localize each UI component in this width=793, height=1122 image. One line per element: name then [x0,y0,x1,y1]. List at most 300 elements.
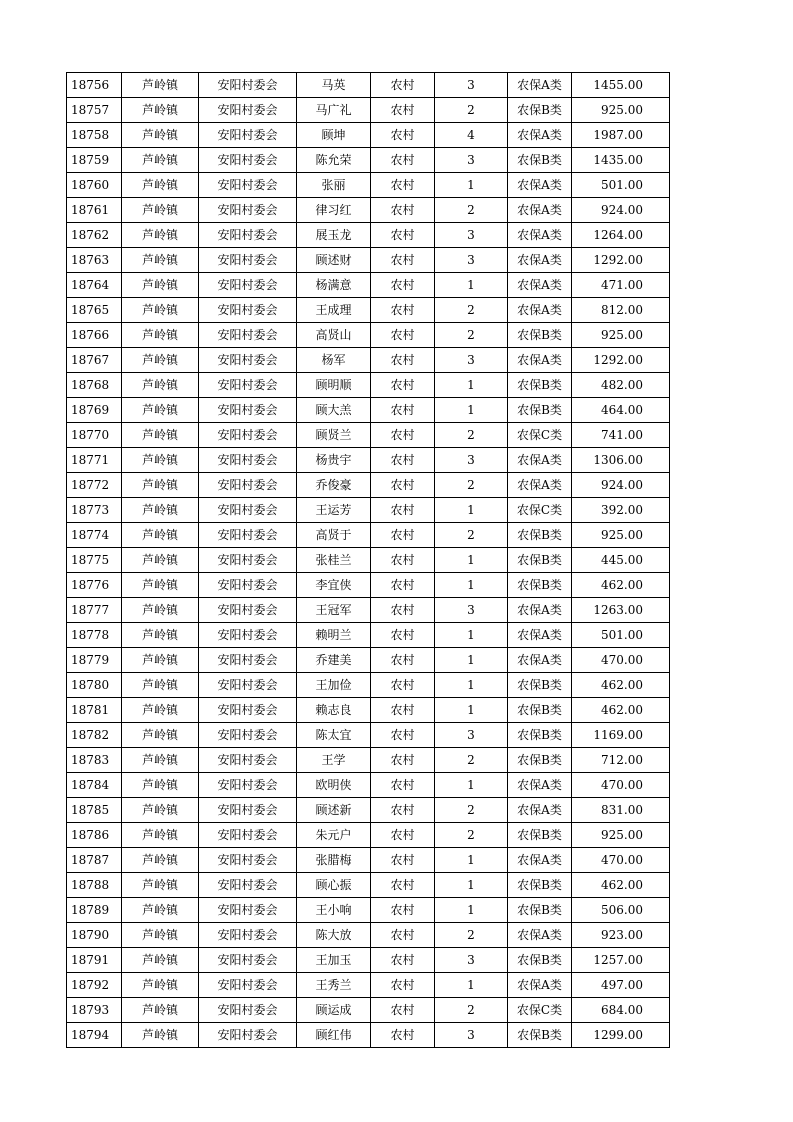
insurance-category-cell: 农保A类 [508,123,572,148]
household-type-cell: 农村 [371,898,435,923]
town-cell: 芦岭镇 [122,173,199,198]
name-cell: 顾心振 [297,873,371,898]
name-cell: 顾红伟 [297,1023,371,1048]
amount-cell: 1264.00 [572,223,670,248]
name-cell: 王加玉 [297,948,371,973]
record-id-cell: 18784 [67,773,122,798]
town-cell: 芦岭镇 [122,473,199,498]
member-count-cell: 2 [435,298,508,323]
name-cell: 顾明顺 [297,373,371,398]
member-count-cell: 3 [435,348,508,373]
member-count-cell: 3 [435,148,508,173]
table-row [67,948,670,973]
town-cell: 芦岭镇 [122,998,199,1023]
town-cell: 芦岭镇 [122,123,199,148]
member-count-cell: 1 [435,373,508,398]
amount-cell: 464.00 [572,398,670,423]
village-committee-cell: 安阳村委会 [199,323,297,348]
member-count-cell: 3 [435,948,508,973]
name-cell: 高贤山 [297,323,371,348]
insurance-category-cell: 农保B类 [508,573,572,598]
insurance-category-cell: 农保A类 [508,298,572,323]
household-type-cell: 农村 [371,748,435,773]
table-row [67,698,670,723]
table-row [67,223,670,248]
town-cell: 芦岭镇 [122,598,199,623]
record-id-cell: 18774 [67,523,122,548]
amount-cell: 925.00 [572,98,670,123]
member-count-cell: 2 [435,923,508,948]
record-id-cell: 18776 [67,573,122,598]
household-type-cell: 农村 [371,773,435,798]
household-type-cell: 农村 [371,848,435,873]
record-id-cell: 18790 [67,923,122,948]
household-type-cell: 农村 [371,248,435,273]
amount-cell: 924.00 [572,198,670,223]
household-type-cell: 农村 [371,173,435,198]
village-committee-cell: 安阳村委会 [199,673,297,698]
household-type-cell: 农村 [371,498,435,523]
record-id-cell: 18791 [67,948,122,973]
name-cell: 高贤于 [297,523,371,548]
town-cell: 芦岭镇 [122,873,199,898]
village-committee-cell: 安阳村委会 [199,498,297,523]
amount-cell: 712.00 [572,748,670,773]
village-committee-cell: 安阳村委会 [199,148,297,173]
name-cell: 乔俊豪 [297,473,371,498]
amount-cell: 462.00 [572,698,670,723]
insurance-category-cell: 农保A类 [508,598,572,623]
household-type-cell: 农村 [371,473,435,498]
insurance-category-cell: 农保A类 [508,173,572,198]
member-count-cell: 3 [435,598,508,623]
amount-cell: 1987.00 [572,123,670,148]
name-cell: 杨满意 [297,273,371,298]
record-id-cell: 18782 [67,723,122,748]
village-committee-cell: 安阳村委会 [199,373,297,398]
record-id-cell: 18757 [67,98,122,123]
town-cell: 芦岭镇 [122,148,199,173]
town-cell: 芦岭镇 [122,623,199,648]
household-type-cell: 农村 [371,823,435,848]
insurance-category-cell: 农保B类 [508,548,572,573]
member-count-cell: 3 [435,448,508,473]
town-cell: 芦岭镇 [122,723,199,748]
household-type-cell: 农村 [371,573,435,598]
household-type-cell: 农村 [371,1023,435,1048]
member-count-cell: 3 [435,1023,508,1048]
amount-cell: 501.00 [572,173,670,198]
name-cell: 王运芳 [297,498,371,523]
table-row [67,973,670,998]
table-row [67,73,670,98]
insurance-category-cell: 农保B类 [508,948,572,973]
household-type-cell: 农村 [371,223,435,248]
member-count-cell: 1 [435,648,508,673]
table-row [67,548,670,573]
town-cell: 芦岭镇 [122,498,199,523]
table-row [67,423,670,448]
member-count-cell: 2 [435,323,508,348]
record-id-cell: 18772 [67,473,122,498]
insurance-category-cell: 农保A类 [508,248,572,273]
amount-cell: 925.00 [572,523,670,548]
member-count-cell: 1 [435,498,508,523]
insurance-category-cell: 农保A类 [508,273,572,298]
village-committee-cell: 安阳村委会 [199,73,297,98]
town-cell: 芦岭镇 [122,973,199,998]
record-id-cell: 18769 [67,398,122,423]
table-row [67,998,670,1023]
name-cell: 王小响 [297,898,371,923]
household-type-cell: 农村 [371,373,435,398]
table-row [67,123,670,148]
name-cell: 王成理 [297,298,371,323]
record-id-cell: 18760 [67,173,122,198]
amount-cell: 470.00 [572,773,670,798]
table-row [67,798,670,823]
village-committee-cell: 安阳村委会 [199,198,297,223]
record-id-cell: 18781 [67,698,122,723]
insurance-category-cell: 农保B类 [508,398,572,423]
table-row [67,598,670,623]
table-body [67,73,670,1048]
record-id-cell: 18780 [67,673,122,698]
village-committee-cell: 安阳村委会 [199,273,297,298]
village-committee-cell: 安阳村委会 [199,423,297,448]
name-cell: 赖明兰 [297,623,371,648]
household-type-cell: 农村 [371,998,435,1023]
member-count-cell: 2 [435,748,508,773]
amount-cell: 831.00 [572,798,670,823]
household-type-cell: 农村 [371,673,435,698]
record-id-cell: 18792 [67,973,122,998]
record-id-cell: 18788 [67,873,122,898]
name-cell: 顾运成 [297,998,371,1023]
amount-cell: 462.00 [572,573,670,598]
table-row [67,448,670,473]
record-id-cell: 18785 [67,798,122,823]
town-cell: 芦岭镇 [122,548,199,573]
insurance-category-cell: 农保B类 [508,873,572,898]
village-committee-cell: 安阳村委会 [199,1023,297,1048]
amount-cell: 392.00 [572,498,670,523]
name-cell: 赖志良 [297,698,371,723]
record-id-cell: 18793 [67,998,122,1023]
town-cell: 芦岭镇 [122,198,199,223]
table-row [67,273,670,298]
insurance-category-cell: 农保A类 [508,223,572,248]
insurance-category-cell: 农保B类 [508,1023,572,1048]
name-cell: 乔建美 [297,648,371,673]
insurance-category-cell: 农保B类 [508,323,572,348]
name-cell: 李宜侠 [297,573,371,598]
village-committee-cell: 安阳村委会 [199,548,297,573]
household-type-cell: 农村 [371,198,435,223]
amount-cell: 462.00 [572,673,670,698]
town-cell: 芦岭镇 [122,298,199,323]
table-row [67,873,670,898]
insurance-category-cell: 农保A类 [508,198,572,223]
household-type-cell: 农村 [371,523,435,548]
record-id-cell: 18786 [67,823,122,848]
member-count-cell: 1 [435,698,508,723]
village-committee-cell: 安阳村委会 [199,398,297,423]
record-id-cell: 18777 [67,598,122,623]
table-row [67,248,670,273]
name-cell: 朱元户 [297,823,371,848]
table-row [67,373,670,398]
name-cell: 张桂兰 [297,548,371,573]
name-cell: 杨军 [297,348,371,373]
household-type-cell: 农村 [371,148,435,173]
record-id-cell: 18778 [67,623,122,648]
amount-cell: 445.00 [572,548,670,573]
village-committee-cell: 安阳村委会 [199,623,297,648]
member-count-cell: 1 [435,623,508,648]
table-row [67,673,670,698]
household-type-cell: 农村 [371,123,435,148]
village-committee-cell: 安阳村委会 [199,223,297,248]
amount-cell: 923.00 [572,923,670,948]
insurance-category-cell: 农保C类 [508,498,572,523]
village-committee-cell: 安阳村委会 [199,873,297,898]
town-cell: 芦岭镇 [122,923,199,948]
member-count-cell: 1 [435,273,508,298]
insurance-category-cell: 农保B类 [508,823,572,848]
table-row [67,498,670,523]
village-committee-cell: 安阳村委会 [199,923,297,948]
table-row [67,173,670,198]
village-committee-cell: 安阳村委会 [199,573,297,598]
amount-cell: 1257.00 [572,948,670,973]
insurance-category-cell: 农保B类 [508,723,572,748]
member-count-cell: 2 [435,523,508,548]
amount-cell: 497.00 [572,973,670,998]
name-cell: 欧明侠 [297,773,371,798]
insurance-category-cell: 农保A类 [508,623,572,648]
household-type-cell: 农村 [371,973,435,998]
member-count-cell: 2 [435,423,508,448]
record-id-cell: 18789 [67,898,122,923]
amount-cell: 470.00 [572,848,670,873]
name-cell: 展玉龙 [297,223,371,248]
table-row [67,198,670,223]
insurance-category-cell: 农保A类 [508,923,572,948]
insurance-category-cell: 农保B类 [508,748,572,773]
insurance-category-cell: 农保A类 [508,973,572,998]
household-type-cell: 农村 [371,323,435,348]
insurance-category-cell: 农保A类 [508,648,572,673]
record-id-cell: 18766 [67,323,122,348]
village-committee-cell: 安阳村委会 [199,848,297,873]
member-count-cell: 1 [435,848,508,873]
member-count-cell: 3 [435,248,508,273]
village-committee-cell: 安阳村委会 [199,98,297,123]
record-id-cell: 18764 [67,273,122,298]
town-cell: 芦岭镇 [122,423,199,448]
insurance-category-cell: 农保A类 [508,73,572,98]
table-row [67,773,670,798]
table-row [67,723,670,748]
household-type-cell: 农村 [371,948,435,973]
village-committee-cell: 安阳村委会 [199,123,297,148]
record-id-cell: 18775 [67,548,122,573]
household-type-cell: 农村 [371,548,435,573]
town-cell: 芦岭镇 [122,223,199,248]
member-count-cell: 1 [435,573,508,598]
table-row [67,1023,670,1048]
member-count-cell: 2 [435,998,508,1023]
member-count-cell: 1 [435,173,508,198]
household-type-cell: 农村 [371,98,435,123]
member-count-cell: 1 [435,398,508,423]
village-committee-cell: 安阳村委会 [199,523,297,548]
village-committee-cell: 安阳村委会 [199,798,297,823]
record-id-cell: 18758 [67,123,122,148]
insurance-category-cell: 农保B类 [508,523,572,548]
town-cell: 芦岭镇 [122,273,199,298]
table-row [67,898,670,923]
town-cell: 芦岭镇 [122,773,199,798]
member-count-cell: 1 [435,973,508,998]
village-committee-cell: 安阳村委会 [199,648,297,673]
insurance-category-cell: 农保A类 [508,848,572,873]
table-row [67,473,670,498]
town-cell: 芦岭镇 [122,523,199,548]
town-cell: 芦岭镇 [122,248,199,273]
town-cell: 芦岭镇 [122,898,199,923]
record-id-cell: 18768 [67,373,122,398]
household-type-cell: 农村 [371,73,435,98]
table-row [67,923,670,948]
table-row [67,323,670,348]
insurance-category-cell: 农保C类 [508,423,572,448]
name-cell: 陈太宜 [297,723,371,748]
village-committee-cell: 安阳村委会 [199,698,297,723]
village-committee-cell: 安阳村委会 [199,473,297,498]
member-count-cell: 2 [435,198,508,223]
insurance-category-cell: 农保B类 [508,373,572,398]
household-type-cell: 农村 [371,298,435,323]
table-row [67,623,670,648]
village-committee-cell: 安阳村委会 [199,948,297,973]
village-committee-cell: 安阳村委会 [199,348,297,373]
household-type-cell: 农村 [371,273,435,298]
village-committee-cell: 安阳村委会 [199,773,297,798]
name-cell: 杨贵宇 [297,448,371,473]
insurance-category-cell: 农保B类 [508,98,572,123]
table-row [67,823,670,848]
record-id-cell: 18787 [67,848,122,873]
record-id-cell: 18783 [67,748,122,773]
town-cell: 芦岭镇 [122,398,199,423]
member-count-cell: 1 [435,873,508,898]
town-cell: 芦岭镇 [122,748,199,773]
name-cell: 张丽 [297,173,371,198]
town-cell: 芦岭镇 [122,348,199,373]
table-row [67,573,670,598]
amount-cell: 1263.00 [572,598,670,623]
town-cell: 芦岭镇 [122,323,199,348]
town-cell: 芦岭镇 [122,848,199,873]
amount-cell: 462.00 [572,873,670,898]
household-type-cell: 农村 [371,698,435,723]
amount-cell: 1299.00 [572,1023,670,1048]
town-cell: 芦岭镇 [122,948,199,973]
table-row [67,648,670,673]
amount-cell: 1455.00 [572,73,670,98]
name-cell: 顾述新 [297,798,371,823]
amount-cell: 924.00 [572,473,670,498]
member-count-cell: 2 [435,798,508,823]
table-row [67,398,670,423]
household-type-cell: 农村 [371,398,435,423]
table-row [67,848,670,873]
insurance-category-cell: 农保B类 [508,148,572,173]
amount-cell: 1306.00 [572,448,670,473]
household-type-cell: 农村 [371,648,435,673]
town-cell: 芦岭镇 [122,673,199,698]
amount-cell: 1169.00 [572,723,670,748]
household-type-cell: 农村 [371,798,435,823]
insurance-category-cell: 农保A类 [508,448,572,473]
member-count-cell: 1 [435,548,508,573]
village-committee-cell: 安阳村委会 [199,748,297,773]
amount-cell: 470.00 [572,648,670,673]
record-id-cell: 18759 [67,148,122,173]
record-id-cell: 18771 [67,448,122,473]
town-cell: 芦岭镇 [122,98,199,123]
household-type-cell: 农村 [371,623,435,648]
town-cell: 芦岭镇 [122,798,199,823]
record-id-cell: 18761 [67,198,122,223]
village-committee-cell: 安阳村委会 [199,723,297,748]
amount-cell: 1292.00 [572,348,670,373]
record-id-cell: 18773 [67,498,122,523]
name-cell: 王秀兰 [297,973,371,998]
record-id-cell: 18763 [67,248,122,273]
household-type-cell: 农村 [371,598,435,623]
household-type-cell: 农村 [371,873,435,898]
name-cell: 顾述财 [297,248,371,273]
member-count-cell: 1 [435,898,508,923]
record-id-cell: 18794 [67,1023,122,1048]
town-cell: 芦岭镇 [122,823,199,848]
name-cell: 马英 [297,73,371,98]
name-cell: 律习红 [297,198,371,223]
amount-cell: 925.00 [572,323,670,348]
household-type-cell: 农村 [371,923,435,948]
village-committee-cell: 安阳村委会 [199,998,297,1023]
household-type-cell: 农村 [371,348,435,373]
roster-table [66,72,670,1048]
member-count-cell: 3 [435,223,508,248]
member-count-cell: 4 [435,123,508,148]
record-id-cell: 18767 [67,348,122,373]
village-committee-cell: 安阳村委会 [199,973,297,998]
town-cell: 芦岭镇 [122,1023,199,1048]
amount-cell: 925.00 [572,823,670,848]
table-row [67,523,670,548]
amount-cell: 741.00 [572,423,670,448]
amount-cell: 501.00 [572,623,670,648]
record-id-cell: 18762 [67,223,122,248]
record-id-cell: 18765 [67,298,122,323]
village-committee-cell: 安阳村委会 [199,173,297,198]
member-count-cell: 2 [435,823,508,848]
amount-cell: 812.00 [572,298,670,323]
